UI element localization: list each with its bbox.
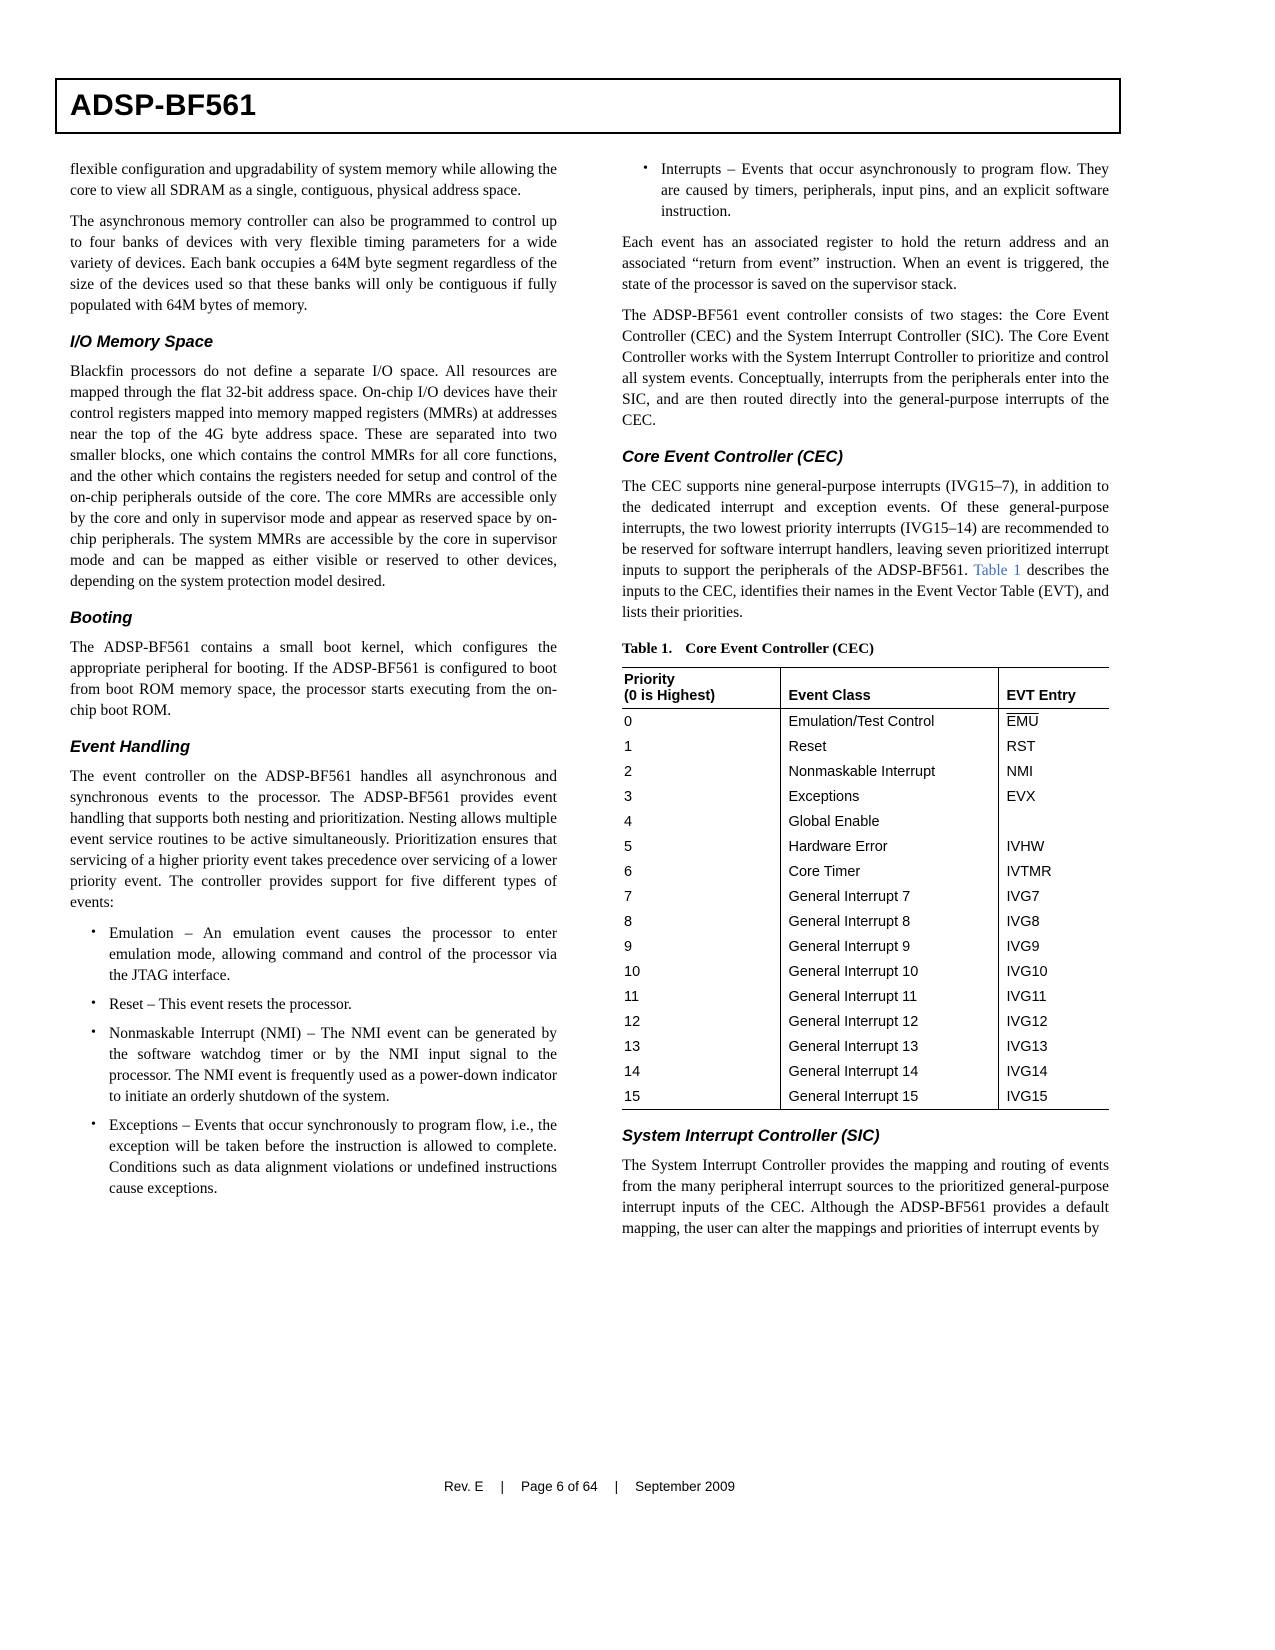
list-item-text: Reset – This event resets the processor. xyxy=(109,996,352,1013)
cell-evt-entry: IVG9 xyxy=(998,934,1109,959)
cell-priority: 3 xyxy=(624,788,633,805)
list-item-text: Nonmaskable Interrupt (NMI) – The NMI event can be generated by the software watchdog timer or by the NMI input signal to the processor. The NMI event is frequently used as a power-down indicator to initiate an orderly shutdown of the system. xyxy=(109,1025,557,1105)
list-item-text: Exceptions – Events that occur synchronously to program flow, i.e., the exception will be taken before the instruction is allowed to complete. Conditions such as data alignment violations or undefined instructions cause exceptions. xyxy=(109,1117,557,1197)
cell-event-class: General Interrupt 10 xyxy=(780,959,998,984)
bullet-icon: • xyxy=(91,1117,96,1132)
heading-system-interrupt-controller: System Interrupt Controller (SIC) xyxy=(622,1127,880,1145)
table-row xyxy=(622,734,1109,759)
footer-revision: Rev. E xyxy=(444,1479,484,1494)
cell-priority: 9 xyxy=(624,938,633,955)
heading-core-event-controller: Core Event Controller (CEC) xyxy=(622,448,843,466)
page-header-box xyxy=(55,78,1121,134)
cec-table xyxy=(622,667,1109,1110)
cell-evt-entry: IVG12 xyxy=(998,1009,1109,1034)
bullet-icon: • xyxy=(91,1025,96,1040)
cell-priority: 6 xyxy=(624,863,633,880)
cell-event-class: General Interrupt 7 xyxy=(780,884,998,909)
bullet-icon: • xyxy=(91,996,96,1011)
paragraph-cec-text: The CEC supports nine general-purpose interrupts (IVG15–7), in addition to the dedicated interrupt and exception events. Of these general-purpose interrupts, the two lowest priority interrupts (IVG15–14) are recommended to be reserved for software interrupt handlers, leaving seven prioritized interrupt inputs to support the peripherals of the ADSP-BF561. xyxy=(622,478,1109,579)
col-header-evt-entry: EVT Entry xyxy=(998,668,1109,709)
cell-event-class: Nonmaskable Interrupt xyxy=(780,759,998,784)
table-row xyxy=(622,1059,1109,1084)
cell-event-class: Global Enable xyxy=(780,809,998,834)
list-item xyxy=(70,923,557,986)
footer-separator: | xyxy=(614,1479,619,1494)
footer-date: September 2009 xyxy=(635,1479,735,1494)
table-1-link[interactable]: Table 1 xyxy=(973,562,1022,579)
table-row xyxy=(622,809,1109,834)
left-column xyxy=(70,159,557,1249)
list-item-text: Emulation – An emulation event causes the processor to enter emulation mode, allowing command and control of the processor via the JTAG interface. xyxy=(109,925,557,984)
paragraph-io-memory: Blackfin processors do not define a separate I/O space. All resources are mapped through the flat 32-bit address space. On-chip I/O devices have their control registers mapped into memory mapped registers (MMRs) at addresses near the top of the 4G byte address space. These are separated into two smaller blocks, one which contains the control MMRs for all core functions, and the other which contains the registers needed for setup and control of the on-chip peripherals outside of the core. The core MMRs are accessible only by the core and only in supervisor mode and appear as reserved space by on-chip peripherals. The system MMRs are accessible by the core in supervisor mode and can be mapped as either visible or reserved to other devices, depending on the system protection model desired. xyxy=(70,363,557,590)
cell-event-class: Emulation/Test Control xyxy=(780,709,998,735)
table-row xyxy=(622,984,1109,1009)
table-row xyxy=(622,959,1109,984)
table-row xyxy=(622,884,1109,909)
paragraph-cec-text: describes the inputs to the CEC, identifies their names in the Event Vector Table (EVT), and lists their priorities. xyxy=(622,562,1110,621)
cell-priority: 13 xyxy=(624,1038,641,1055)
cell-evt-entry: EVX xyxy=(998,784,1109,809)
table-row xyxy=(622,909,1109,934)
list-item xyxy=(70,1023,557,1107)
cell-priority: 4 xyxy=(624,813,633,830)
cell-event-class: General Interrupt 14 xyxy=(780,1059,998,1084)
cell-evt-entry: IVG15 xyxy=(998,1084,1109,1110)
table-row xyxy=(622,859,1109,884)
cell-evt-entry: IVTMR xyxy=(998,859,1109,884)
paragraph-continuation: flexible configuration and upgradability of system memory while allowing the core to view all SDRAM as a single, contiguous, physical address space. xyxy=(70,161,557,199)
footer-page-number: Page 6 of 64 xyxy=(521,1479,598,1494)
heading-event-handling: Event Handling xyxy=(70,738,191,756)
cell-evt-entry: IVG7 xyxy=(998,884,1109,909)
cell-priority: 12 xyxy=(624,1013,641,1030)
cell-evt-entry: IVG10 xyxy=(998,959,1109,984)
cell-evt-entry: IVG14 xyxy=(998,1059,1109,1084)
paragraph-event-controller-stages: The ADSP-BF561 event controller consists of two stages: the Core Event Controller (CEC) and the System Interrupt Controller (SIC). The Core Event Controller works with the System Interrupt Controller to prioritize and control all system events. Conceptually, interrupts from the peripherals enter into the SIC, and are then routed directly into the general-purpose interrupts of the CEC. xyxy=(622,307,1109,429)
bullet-icon: • xyxy=(91,925,96,940)
cell-priority: 5 xyxy=(624,838,633,855)
col-header-priority: Priority (0 is Highest) xyxy=(622,668,780,709)
cell-event-class: General Interrupt 8 xyxy=(780,909,998,934)
page-title: ADSP-BF561 xyxy=(70,89,257,122)
page-body xyxy=(70,159,1109,1249)
cell-evt-entry: RST xyxy=(998,734,1109,759)
table-caption xyxy=(622,641,1109,658)
paragraph-sic: The System Interrupt Controller provides the mapping and routing of events from the many peripheral interrupt sources to the prioritized general-purpose interrupt inputs of the CEC. Although the ADSP-BF561 provides a default mapping, the user can alter the mappings and priorities of interrupt events by xyxy=(622,1157,1109,1237)
cell-evt-entry: $\overline{EMU}$ xyxy=(998,709,1109,735)
heading-booting: Booting xyxy=(70,609,133,627)
table-row xyxy=(622,784,1109,809)
list-item-text: Interrupts – Events that occur asynchronously to program flow. They are caused by timers, peripherals, input pins, and an explicit software instruction. xyxy=(661,161,1109,220)
table-row xyxy=(622,834,1109,859)
list-item xyxy=(70,1115,557,1199)
bullet-icon: • xyxy=(643,161,648,176)
cell-event-class: Exceptions xyxy=(780,784,998,809)
event-types-list-continued xyxy=(622,159,1109,222)
paragraph-async-memory: The asynchronous memory controller can also be programmed to control up to four banks of devices with very flexible timing parameters for a wide variety of devices. Each bank occupies a 64M byte segment regardless of the size of the devices used so that these banks will only be contiguous if fully populated with 64M bytes of memory. xyxy=(70,213,557,314)
cell-evt-entry: IVG8 xyxy=(998,909,1109,934)
cell-priority: 10 xyxy=(624,963,641,980)
paragraph-cec xyxy=(622,476,1109,623)
table-row xyxy=(622,934,1109,959)
paragraph-event-handling: The event controller on the ADSP-BF561 handles all asynchronous and synchronous events to the processor. The ADSP-BF561 provides event handling that supports both nesting and prioritization. Nesting allows multiple event service routines to be active simultaneously. Prioritization ensures that servicing of a higher priority event takes precedence over servicing of a lower priority event. The controller provides support for five different types of events: xyxy=(70,768,557,911)
event-types-list xyxy=(70,923,557,1199)
cell-event-class: Core Timer xyxy=(780,859,998,884)
cell-evt-entry: IVG11 xyxy=(998,984,1109,1009)
right-column xyxy=(622,159,1109,1249)
cell-event-class: General Interrupt 12 xyxy=(780,1009,998,1034)
table-caption-title: Core Event Controller (CEC) xyxy=(685,641,875,657)
cell-priority: 0 xyxy=(624,713,633,730)
cell-priority: 7 xyxy=(624,888,633,905)
table-row xyxy=(622,759,1109,784)
cell-event-class: General Interrupt 11 xyxy=(780,984,998,1009)
cell-priority: 2 xyxy=(624,763,633,780)
table-row xyxy=(622,709,1109,735)
cell-priority: 1 xyxy=(624,738,633,755)
table-caption-label: Table 1. xyxy=(622,641,673,657)
cell-event-class: Reset xyxy=(780,734,998,759)
cell-evt-entry xyxy=(998,809,1109,834)
cell-evt-entry: NMI xyxy=(998,759,1109,784)
cell-priority: 14 xyxy=(624,1063,641,1080)
page-footer xyxy=(70,1479,1109,1494)
cell-evt-entry: IVG13 xyxy=(998,1034,1109,1059)
paragraph-booting: The ADSP-BF561 contains a small boot kernel, which configures the appropriate peripheral for booting. If the ADSP-BF561 is configured to boot from boot ROM memory space, the processor starts executing from the on-chip boot ROM. xyxy=(70,639,557,719)
cell-priority: 8 xyxy=(624,913,633,930)
table-row xyxy=(622,1009,1109,1034)
list-item xyxy=(70,994,557,1015)
cell-event-class: General Interrupt 13 xyxy=(780,1034,998,1059)
cell-priority: 11 xyxy=(624,988,640,1005)
table-header-row xyxy=(622,668,1109,709)
cell-evt-entry: IVHW xyxy=(998,834,1109,859)
footer-separator: | xyxy=(500,1479,505,1494)
cell-event-class: General Interrupt 15 xyxy=(780,1084,998,1110)
cell-priority: 15 xyxy=(624,1088,641,1105)
cell-event-class: General Interrupt 9 xyxy=(780,934,998,959)
cell-event-class: Hardware Error xyxy=(780,834,998,859)
table-row xyxy=(622,1034,1109,1059)
list-item xyxy=(622,159,1109,222)
paragraph-event-register: Each event has an associated register to hold the return address and an associated “return from event” instruction. When an event is triggered, the state of the processor is saved on the supervisor stack. xyxy=(622,234,1109,293)
col-header-event-class: Event Class xyxy=(780,668,998,709)
table-row xyxy=(622,1084,1109,1110)
heading-io-memory-space: I/O Memory Space xyxy=(70,333,214,351)
